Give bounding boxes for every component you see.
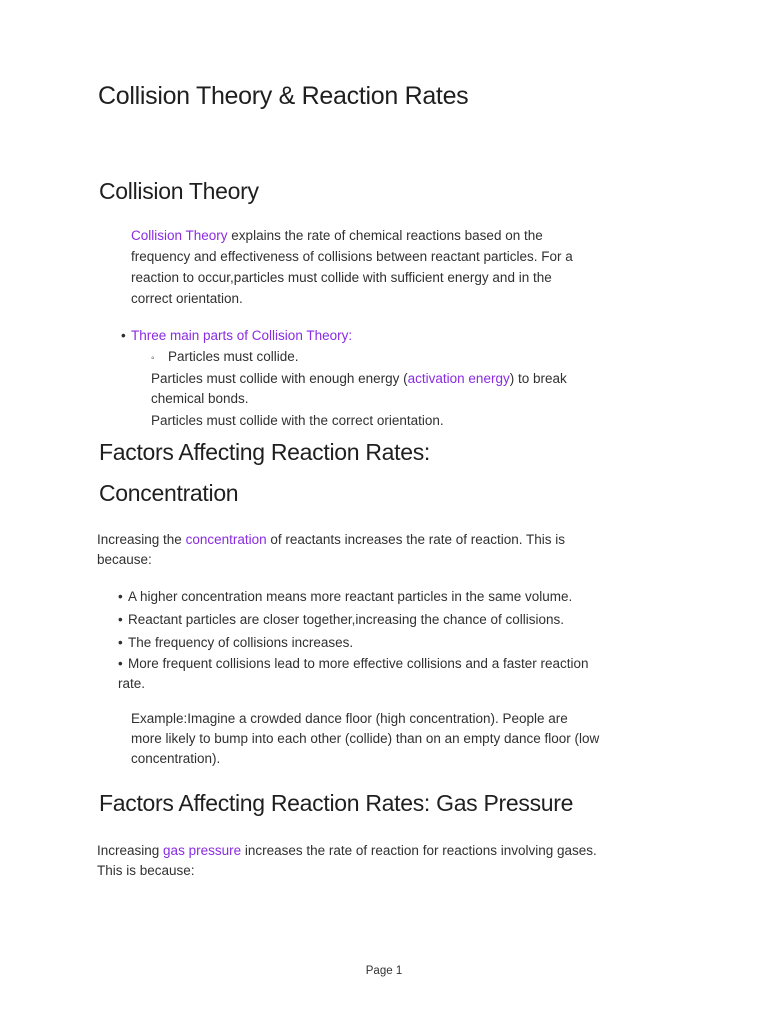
gas-text-start: Increasing: [97, 843, 164, 858]
gas-pressure-heading: Factors Affecting Reaction Rates: Gas Pressure: [99, 790, 574, 816]
bullet-text: A higher concentration means more reactant particles in the same volume.: [128, 589, 573, 604]
bullet-marker: •: [118, 656, 123, 671]
three-parts-label: Three main parts of Collision Theory:: [131, 328, 353, 343]
concentration-bullet-2: [118, 610, 564, 630]
bullet-text: The frequency of collisions increases.: [128, 635, 354, 650]
page-number: Page 1: [365, 965, 403, 977]
collision-theory-text: explains the rate of chemical reactions based on the frequency and effectiveness of collisions between reactant particles. For a reaction to occur,particles must collide with sufficient energy and in the correct orientation.: [131, 228, 573, 306]
part-2-text-start: Particles must collide with enough energy (: [151, 371, 408, 386]
concentration-bullet-3: [118, 633, 353, 653]
concentration-paragraph: [97, 530, 587, 570]
concentration-text-start: Increasing the: [97, 532, 186, 547]
concentration-bullet-4: [118, 654, 618, 694]
part-3-item: Particles must collide with the correct orientation.: [151, 413, 444, 428]
collision-theory-paragraph: [131, 225, 581, 309]
factors-heading: Factors Affecting Reaction Rates:: [99, 439, 431, 465]
three-parts-bullet: [121, 326, 352, 346]
part-1-text: Particles must collide.: [168, 349, 299, 364]
document-title: Collision Theory & Reaction Rates: [98, 82, 469, 110]
bullet-marker: •: [121, 328, 126, 343]
gas-pressure-term: gas pressure: [163, 843, 242, 858]
gas-pressure-paragraph: [97, 841, 617, 881]
part-2-text-end: ) to break chemical bonds.: [151, 371, 567, 406]
bullet-text: More frequent collisions lead to more effective collisions and a faster reaction rate.: [118, 656, 589, 691]
bullet-marker: •: [118, 589, 123, 604]
part-1-item: [151, 347, 299, 369]
part-2-item: [151, 369, 591, 409]
collision-theory-term: Collision Theory: [131, 228, 228, 243]
bullet-marker: •: [118, 635, 123, 650]
concentration-term: concentration: [185, 532, 267, 547]
concentration-bullet-1: [118, 587, 572, 607]
sub-bullet-marker: ◦: [151, 353, 155, 364]
gas-text-end: increases the rate of reaction for reactions involving gases. This is because:: [97, 843, 597, 878]
dance-floor-example: Example:Imagine a crowded dance floor (high concentration). People are more likely to bump into each other (collide) than on an empty dance floor (low concentration).: [131, 711, 600, 766]
bullet-marker: •: [118, 612, 123, 627]
concentration-text-end: of reactants increases the rate of reaction. This is because:: [97, 532, 566, 567]
collision-theory-heading: Collision Theory: [99, 178, 259, 204]
bullet-text: Reactant particles are closer together,increasing the chance of collisions.: [128, 612, 564, 627]
concentration-heading: Concentration: [99, 480, 239, 506]
activation-energy-term: activation energy: [407, 371, 510, 386]
